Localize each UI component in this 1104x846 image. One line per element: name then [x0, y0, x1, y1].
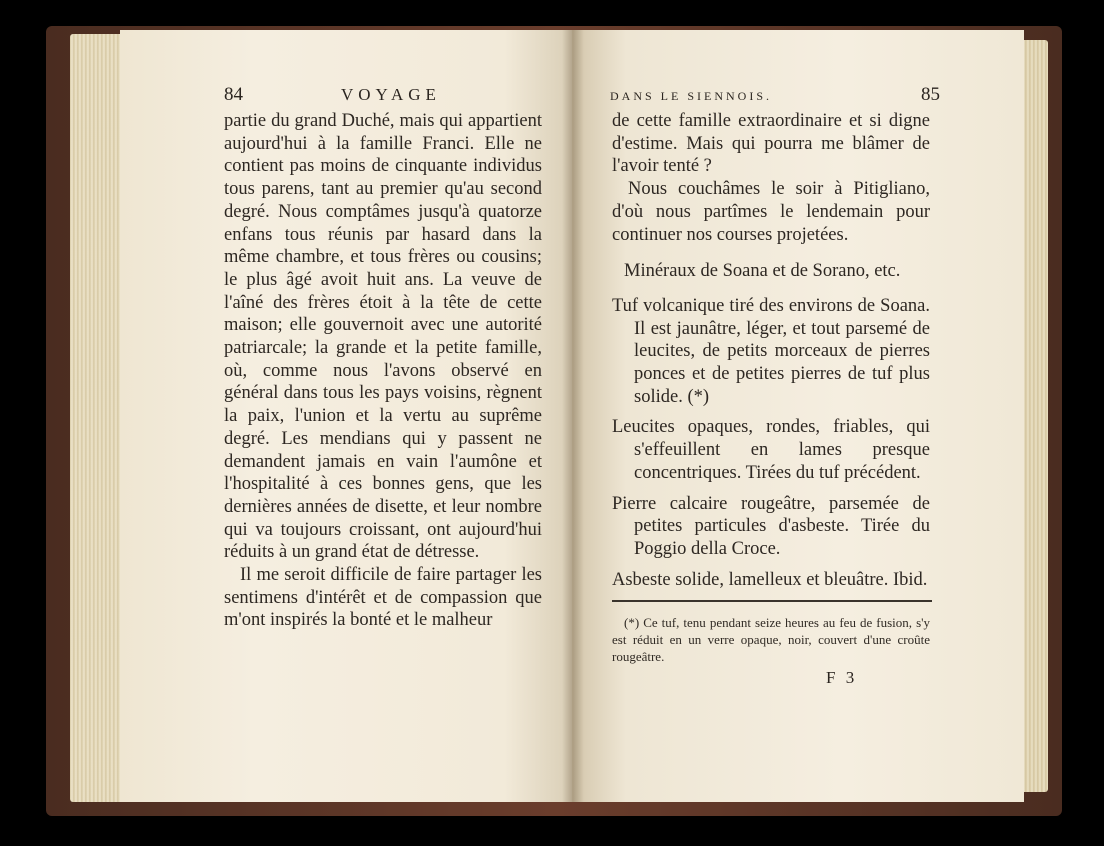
right-page-number: 85: [921, 84, 940, 105]
footnote: (*) Ce tuf, tenu pendant seize heures au feu de fusion, s'y est réduit en un verre opaque, noir, couvert d'une croûte rougeâtre.: [612, 615, 930, 664]
right-running-title: DANS LE SIENNOIS.: [610, 89, 772, 103]
mineral-entry: Asbeste solide, lamelleux et bleuâtre. Ibid.: [612, 569, 928, 590]
book-gutter: [562, 30, 584, 802]
left-page-number: 84: [224, 84, 243, 105]
left-paragraph: partie du grand Duché, mais qui appartient aujourd'hui à la famille Franci. Elle ne contient pas moins de cinquante individus tous parens, tant au premier qu'au second degré. Nous comptâmes jusqu'à quatorze enfans tous réunis par hasard dans la même chambre, et tous frères ou cousins; le plus âgé avoit huit ans. La veuve de l'aîné des frères étoit à la tête de cette maison; elle gouvernoit avec une autorité patriarcale; la grande et la petite famille, où, comme nous l'avons observé en général dans tous les pays voisins, règnent la paix, l'union et la vertu au suprême degré. Les mendians qui y passent ne demandent jamais en vain l'aumône et l'hospitalité à ces bonnes gens, que les dernières années de disette, et leur nombre qui va toujours croissant, ont aujourd'hui réduits à un grand état de détresse.: [224, 111, 542, 563]
footnote-rule: [612, 600, 932, 602]
left-page-header: [224, 84, 544, 110]
minerals-subheading: Minéraux de Soana et de Sorano, etc.: [624, 261, 901, 282]
right-paragraph: de cette famille extraordinaire et si digne d'estime. Mais qui pourra me blâmer de l'avoir tenté ?: [612, 111, 930, 177]
left-paragraph: Il me seroit difficile de faire partager les sentimens d'intérêt et de compassion que m'ont inspirés la bonté et le malheur: [224, 565, 542, 631]
page-edges-right: [1022, 40, 1048, 792]
signature-mark: F 3: [826, 668, 858, 687]
mineral-entry: Tuf volcanique tiré des environs de Soana. Il est jaunâtre, léger, et tout parsemé de leucites, de petits morceaux de pierres ponces et de petites pierres de tuf plus solide. (*): [612, 295, 930, 407]
left-page-body: [224, 110, 542, 632]
right-page-body: [612, 110, 930, 591]
right-page-header: [610, 84, 940, 110]
mineral-entry: Leucites opaques, rondes, friables, qui s'effeuillent en lames presque concentriques. Tirées du tuf précédent.: [612, 417, 930, 483]
mineral-entry: Pierre calcaire rougeâtre, parsemée de petites particules d'asbeste. Tirée du Poggio della Croce.: [612, 493, 930, 559]
left-running-title: VOYAGE: [341, 85, 441, 104]
right-paragraph: Nous couchâmes le soir à Pitigliano, d'où nous partîmes le lendemain pour continuer nos courses projetées.: [612, 179, 930, 245]
